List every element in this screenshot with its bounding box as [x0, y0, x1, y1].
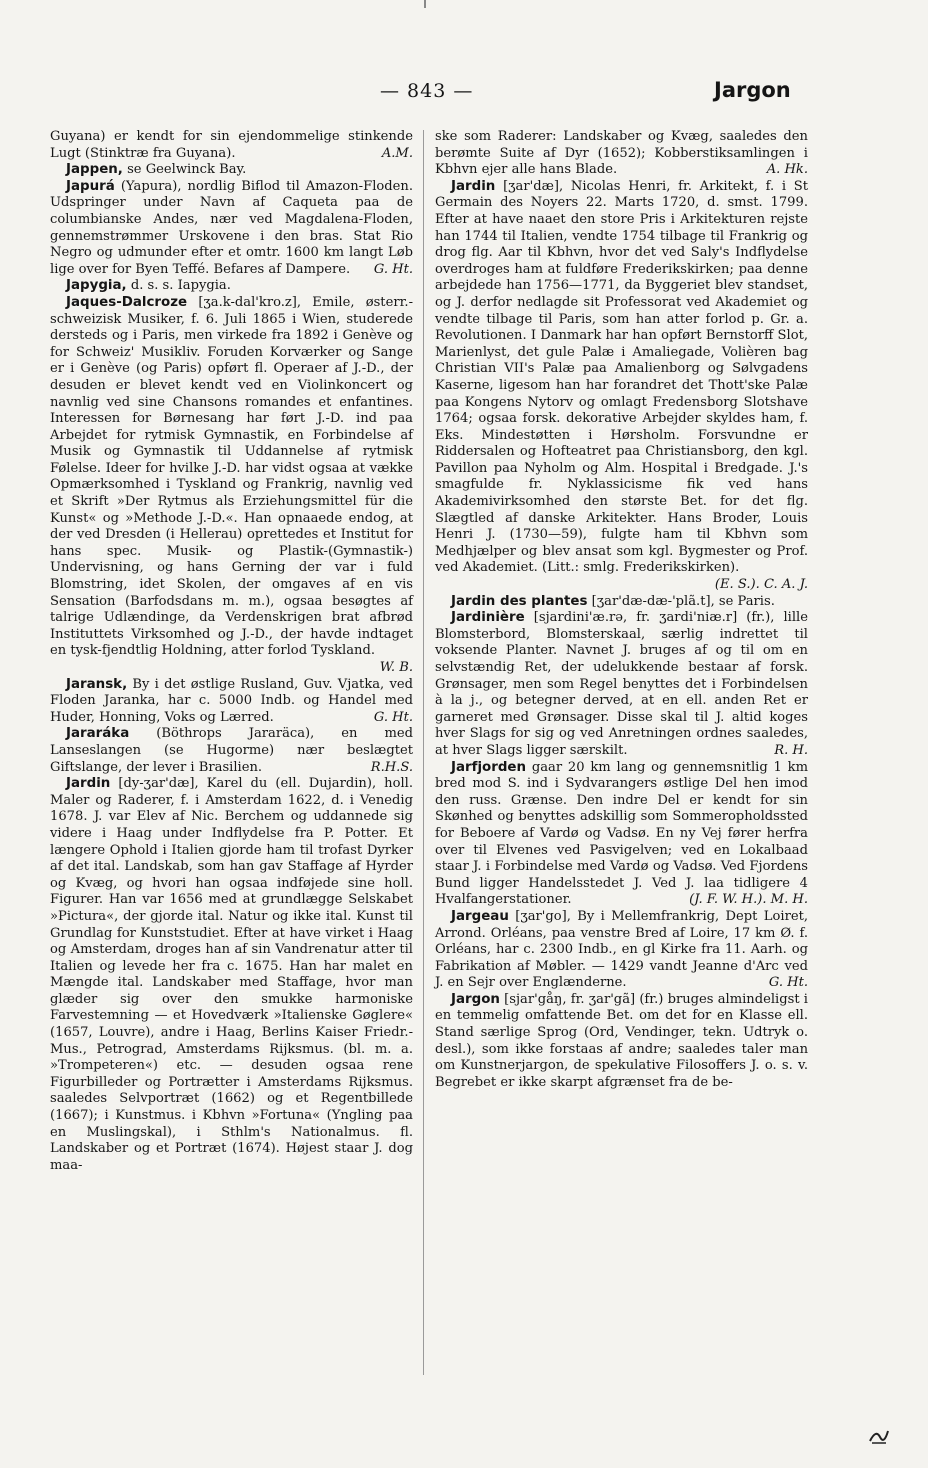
entry-text: [sjardini'æ.rə, fr. ʒardi'niæ.r] (fr.), lille Blomsterbord, Blomsterskaal, særlig indrettet til voksende Planter. Navnet J. bruges af og til om en selvstændig Ret, der udelukkende bestaar af forsk. Grønsager, men som Regel benyttes det i Forbindelsen à la j., og betegner derved, at en ell. anden Ret er garneret med Grønsager. Disse skal til J. altid koges hver Slags for sig og ved Anretningen ordnes saaledes, at hver Slags ligger særskilt.	[435, 610, 808, 758]
entry-headword: Jappen,	[66, 162, 123, 178]
dictionary-entry	[50, 295, 413, 677]
dictionary-entry	[50, 129, 413, 162]
author-signature: A.M.	[381, 145, 413, 161]
right-column	[435, 129, 808, 1091]
entry-text: [ʒar'go], By i Mellemfrankrig, Dept Loiret, Arrond. Orléans, paa venstre Bred af Loire, 17 km Ø. f. Orléans, har c. 2300 Indb., en gl Kirke fra 11. Aarh. og Fabrikation af Møbler. — 1429 vandt Jeanne d'Arc ved J. en Sejr over Englænderne.	[435, 908, 808, 991]
author-signature: G. Ht.	[768, 975, 808, 991]
dictionary-entry	[50, 776, 413, 1174]
entry-headword: Jargeau	[451, 908, 509, 924]
entry-headword: Jaransk,	[66, 676, 128, 692]
page-header	[0, 80, 928, 120]
author-signature: R. H.	[774, 742, 808, 758]
left-column	[50, 129, 413, 1174]
entry-headword: Jarfjorden	[451, 759, 527, 775]
entry-headword: Japygia,	[66, 278, 127, 294]
corner-scribble	[868, 1425, 890, 1445]
author-signature: R.H.S.	[370, 759, 413, 775]
entry-text: (Yapura), nordlig Biflod til Amazon-Floden. Udspringer under Navn af Caqueta paa de columbianske Andes, nær ved Magdalena-Floden, gennemstrømmer Urskovene i den bras. Stat Rio Negro og udmunder efter et omtr. 1600 km langt Løb lige over for Byen Teffé. Befares af Dampere.	[50, 178, 413, 277]
entry-headword: Japurá	[66, 178, 115, 194]
dictionary-entry	[50, 162, 413, 179]
dictionary-entry	[50, 726, 413, 776]
dictionary-entry	[50, 677, 413, 727]
entry-text: ske som Raderer: Landskaber og Kvæg, saaledes den berømte Suite af Dyr (1652); Kobberstiksamlingen i Kbhvn ejer alle hans Blade.	[435, 129, 808, 178]
entry-text: By i det østlige Rusland, Guv. Vjatka, ved Floden Jaranka, har c. 5000 Indb. og Handel med Huder, Honning, Voks og Lærred.	[50, 676, 413, 725]
dictionary-entry	[50, 179, 413, 279]
dictionary-entry	[435, 909, 808, 992]
entry-headword: Jardin	[451, 178, 496, 194]
author-signature: (J. F. W. H.). M. H.	[689, 892, 808, 908]
dictionary-entry	[435, 610, 808, 759]
entry-text: [ʒa.k-dal'kro.z], Emile, østerr.-schweizisk Musiker, f. 6. Juli 1865 i Wien, studerede dersteds og i Paris, men virkede fra 1892 i Genève og for Schweiz' Musikliv. Foruden Korværker og Sange er i Genève (og Paris) opført fl. Operaer af J.-D., der desuden er blevet kendt ved en Violinkoncert og navnlig ved sine Chansons romandes et enfantines. Interessen for Børnesang har ført J.-D. ind paa Arbejdet for rytmisk Gymnastik, en Forbindelse af Musik og Gymnastik til Uddannelse af rytmisk Følelse. Ideer for hvilke J.-D. har vidst ogsaa at vække Opmærksomhed i Tyskland og Frankrig, navnlig ved et Skrift »Der Rytmus als Erziehungsmittel für die Kunst« og »Methode J.-D.«. Han opnaaede endog, at der ved Dresden (i Hellerau) oprettedes et Institut for hans spec. Musik- og Plastik-(Gymnastik-) Undervisning, og hans Gerning der var i fuld Blomstring, idet Skolen, der omgaves af en vis Sensation (Barfodsdans m. m.), ogsaa besøgtes af talrige Udlændinge, da Verdenskrigen brat afbrød Instituttets Virksomhed og J.-D., der havde indtaget en tysk-fjendtlig Holdning, atter forlod Tyskland.	[50, 294, 413, 659]
dictionary-entry	[435, 594, 808, 611]
entry-text: [dy-ʒar'dæ], Karel du (ell. Dujardin), holl. Maler og Raderer, f. i Amsterdam 1622, d. i Venedig 1678. J. var Elev af Nic. Berchem og uddannede sig videre i Haag under Indflydelse fra P. Potter. Et længere Ophold i Italien gjorde ham til trofast Dyrker af det ital. Landskab, som han gav Staffage af Hyrder og Kvæg, og hvori han ogsaa indføjede sine holl. Figurer. Han var 1656 med at grundlægge Selskabet »Pictura«, der gjorde ital. Natur og ikke ital. Kunst til Grundlag for Kunststudiet. Efter at have virket i Haag og Amsterdam, droges han af sin Vandrenatur atter til Italien og levede her fra c. 1675. Han har malet en Mængde ital. Landskaber med Staffage, hvor man glæder sig over den smukke harmoniske Farvestemning — et Hovedværk »Italienske Gøglere« (1657, Louvre), andre i Haag, Berlins Kaiser Friedr.-Mus., Petrograd, Amsterdams Rijksmus. (bl. m. a. »Trompeteren«) etc. — desuden ogsaa rene Figurbilleder og Portrætter i Amsterdams Rijksmus. saaledes Selvportræt (1662) og et Regentbillede (1667); i Kunstmus. i Kbhvn »Fortuna« (Yngling paa en Muslingskal), i Sthlm's Nationalmus. fl. Landskaber og et Portræt (1674). Højest staar J. dog maa-	[50, 776, 413, 1173]
entry-text: [ʒar'dæ], Nicolas Henri, fr. Arkitekt, f. i St Germain des Noyers 22. Marts 1720, d. smst. 1799. Efter at have naaet den store Pris i Arkitekturen rejste han 1744 til Italien, vendte 1754 tilbage til Frankrig og drog flg. Aar til Kbhvn, hvor det ved Saly's Indflydelse overdroges ham at fuldføre Frederikskirken; paa denne arbejdede han 1756—1771, da Byggeriet blev standset, og J. derfor nedlagde sit Professorat ved Akademiet og vendte tilbage til Paris, som han atter forlod p. Gr. a. Revolutionen. I Danmark har han opført Bernstorff Slot, Marienlyst, det gule Palæ i Amaliegade, Volièren bag Christian VII's Palæ paa Amalienborg og Sølvgadens Kaserne, ligesom han har forandret det Thott'ske Palæ paa Kongens Nytorv og omlagt Fredensborg Slotshave 1764; ogsaa forsk. dekorative Arbejder skyldes ham, f. Eks. Mindestøtten i Hørsholm. Forsvundne er Riddersalen og Hofteatret paa Christiansborg, den kgl. Pavillon paa Nyholm og Alm. Hospital i Bredgade. J.'s smagfulde fr. Nyklassicisme fik ved hans Akademivirksomhed den største Bet. for det flg. Slægtled af danske Arkitekter. Hans Broder, Louis Henri J. (1730—59), fulgte ham til Kbhvn som Medhjælper og blev ansat som kgl. Bygmester og Prof. ved Akademiet. (Litt.: smlg. Frederikskirken).	[435, 178, 808, 576]
column-divider	[423, 130, 424, 1375]
entry-headword: Jardinière	[451, 610, 525, 626]
top-edge-mark	[424, 0, 426, 8]
entry-headword: Jargon	[451, 991, 500, 1007]
entry-text: (Böthrops Jararäca), en med Lanseslangen (se Hugorme) nær beslægtet Giftslange, der lever i Brasilien.	[50, 726, 413, 775]
author-signature: G. Ht.	[373, 709, 413, 725]
dictionary-entry	[435, 129, 808, 179]
entry-text: d. s. s. Iapygia.	[130, 278, 231, 294]
entry-headword: Jardin des plantes	[451, 593, 588, 609]
entry-headword: Jararáka	[66, 726, 130, 742]
dictionary-entry	[435, 760, 808, 909]
entry-text: gaar 20 km lang og gennemsnitlig 1 km bred mod S. ind i Sydvarangers østlige Del hen imod den russ. Grænse. Den indre Del er kendt for sin Skønhed og benyttes adskillig som Sommeropholdssted for Beboere af Vardø og Vadsø. En ny Vej fører herfra over til Elvenes ved Pasvigelven; ved en Lokalbaad staar J. i Forbindelse med Vardø og Vadsø. Ved Fjordens Bund ligger Handelsstedet J. Ved J. laa tidligere 4 Hvalfangerstationer.	[435, 759, 808, 908]
entry-text: [sjar'gåŋ, fr. ʒar'gã] (fr.) bruges almindeligst i en temmelig omfattende Bet. om det for en Klasse ell. Stand særlige Sprog (Ord, Vendinger, tekn. Udtryk o. desl.), som ikke forstaas af andre; saaledes taler man om Kunstnerjargon, de spekulative Filosoffers J. o. s. v. Begrebet er ikke skarpt afgrænset fra de be-	[435, 991, 808, 1090]
entry-text: Guyana) er kendt for sin ejendommelige stinkende Lugt (Stinktræ fra Guyana).	[50, 129, 413, 161]
entry-headword: Jardin	[66, 776, 111, 792]
author-signature: W. B.	[379, 660, 413, 675]
author-signature: A. Hk.	[766, 162, 808, 178]
author-signature: G. Ht.	[373, 261, 413, 277]
entry-text: se Geelwinck Bay.	[127, 162, 247, 178]
dictionary-entry	[435, 179, 808, 594]
dictionary-entry	[50, 278, 413, 295]
page-number: — 843 —	[380, 80, 474, 102]
running-head: Jargon	[714, 78, 791, 102]
entry-headword: Jaques-Dalcroze	[66, 294, 188, 310]
dictionary-entry	[435, 992, 808, 1092]
author-signature: (E. S.). C. A. J.	[714, 577, 808, 593]
entry-text: [ʒar'dæ-dæ-'plã.t], se Paris.	[591, 593, 775, 609]
